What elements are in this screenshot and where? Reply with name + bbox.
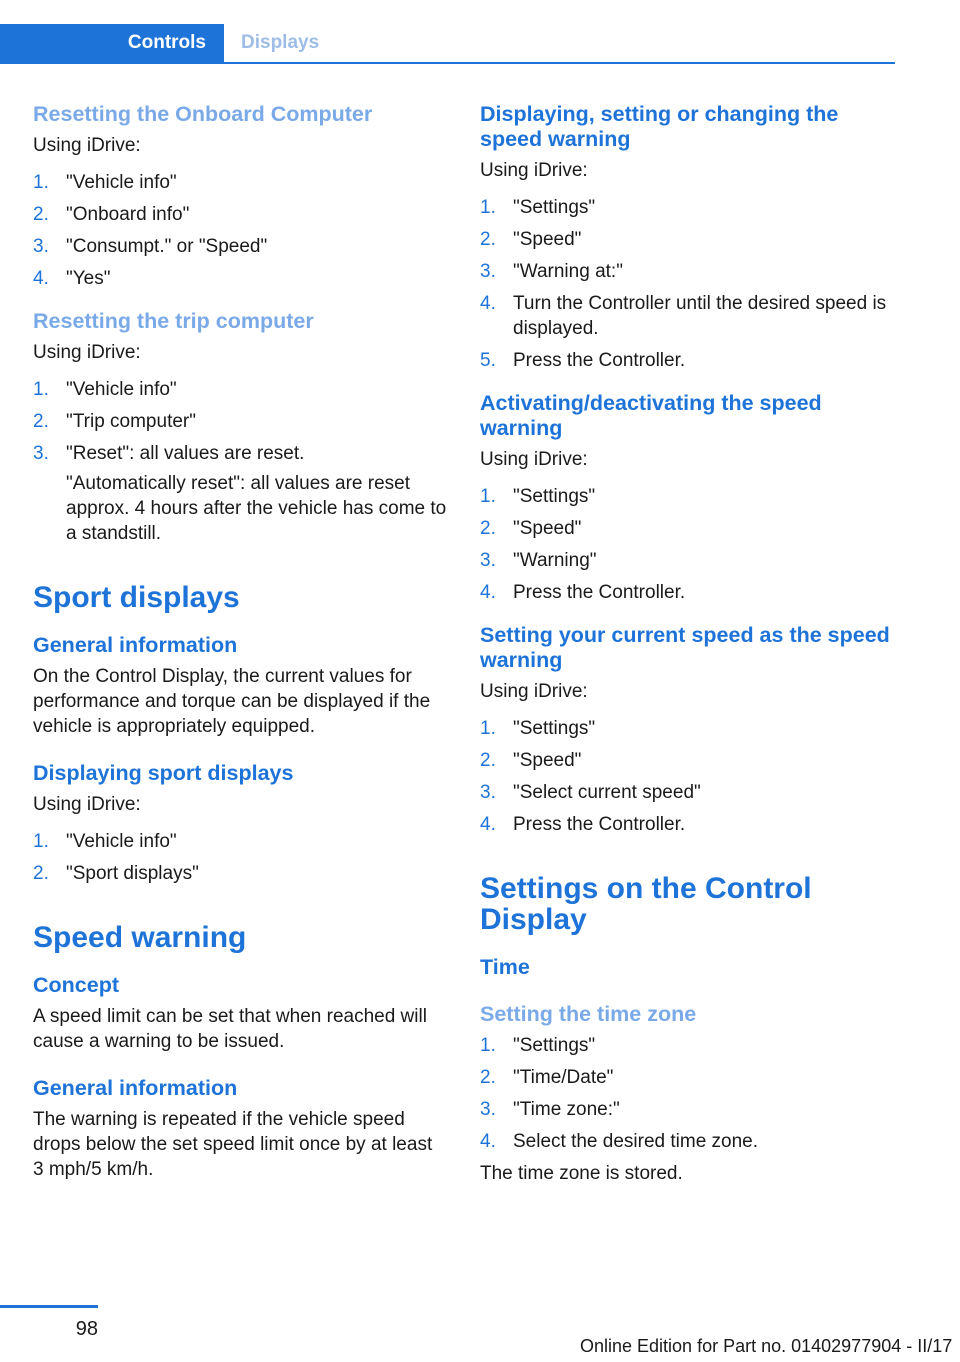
list-item: 2. "Trip computer" bbox=[33, 411, 196, 432]
heading-time-zone: Setting the time zone bbox=[480, 1002, 697, 1026]
lead-text: Using iDrive: bbox=[480, 681, 588, 702]
heading-settings-control-display: Settings on the Control Display bbox=[480, 872, 812, 936]
heading-displaying-sport: Displaying sport displays bbox=[33, 761, 294, 785]
heading-activating: Activating/deactivating the speed warning bbox=[480, 391, 822, 440]
paragraph: A speed limit can be set that when reached will cause a warning to be issued. bbox=[33, 1006, 427, 1052]
step-list bbox=[33, 377, 448, 466]
heading-general-info: General information bbox=[33, 1076, 238, 1100]
lead-text: Using iDrive: bbox=[480, 160, 588, 181]
list-item: 2. "Speed" bbox=[480, 229, 582, 250]
lead-text: Using iDrive: bbox=[33, 794, 141, 815]
section-reset-onboard bbox=[33, 102, 448, 291]
list-item: 1. "Settings" bbox=[480, 1035, 596, 1056]
list-item: 2. "Sport displays" bbox=[33, 863, 199, 884]
list-item: 3. "Time zone:" bbox=[480, 1099, 620, 1120]
heading-general-info: General information bbox=[33, 633, 238, 657]
step-list bbox=[480, 484, 892, 605]
step-note: "Automatically reset": all values are reset approx. 4 hours after the vehicle has come to a standstill. bbox=[66, 473, 447, 544]
section-reset-trip bbox=[33, 309, 448, 546]
paragraph: On the Control Display, the current values for performance and torque can be displayed if the vehicle is appropriately equipped. bbox=[33, 666, 431, 737]
heading-displaying-setting: Displaying, setting or changing the speed warning bbox=[480, 102, 839, 151]
step-list bbox=[480, 716, 892, 837]
section-speed-warning bbox=[33, 922, 448, 1182]
tab-displays[interactable]: Displays bbox=[241, 32, 320, 53]
list-item: 1. "Vehicle info" bbox=[33, 379, 177, 400]
lead-text: Using iDrive: bbox=[480, 449, 588, 470]
section-activating bbox=[480, 391, 892, 605]
edition-text: Online Edition for Part no. 01402977904 - II/17 bbox=[580, 1336, 953, 1356]
list-item: 1. "Vehicle info" bbox=[33, 831, 177, 852]
step-list bbox=[480, 1033, 892, 1154]
section-settings-control-display bbox=[480, 873, 892, 1186]
heading-sport-displays: Sport displays bbox=[33, 581, 240, 614]
list-item: 3. "Consumpt." or "Speed" bbox=[33, 236, 268, 257]
list-item: 1. "Settings" bbox=[480, 718, 596, 739]
list-item: 3. "Reset": all values are reset. bbox=[33, 443, 305, 464]
right-column bbox=[480, 102, 892, 1186]
heading-reset-onboard: Resetting the Onboard Computer bbox=[33, 102, 373, 126]
list-item: 2. "Onboard info" bbox=[33, 204, 190, 225]
section-sport-displays bbox=[33, 582, 448, 886]
step-list bbox=[480, 195, 892, 373]
list-item: 4. Turn the Controller until the desired speed is displayed. bbox=[480, 293, 887, 339]
list-item: 4. Press the Controller. bbox=[480, 814, 686, 835]
list-item: 3. "Select current speed" bbox=[480, 782, 701, 803]
heading-reset-trip: Resetting the trip computer bbox=[33, 309, 314, 333]
list-item: 4. "Yes" bbox=[33, 268, 111, 289]
tab-controls[interactable]: Controls bbox=[0, 24, 224, 62]
list-item: 1. "Settings" bbox=[480, 486, 596, 507]
list-item: 3. "Warning at:" bbox=[480, 261, 623, 282]
section-displaying-setting bbox=[480, 102, 892, 373]
section-current-speed bbox=[480, 623, 892, 837]
step-list bbox=[33, 829, 448, 886]
list-item: 4. Press the Controller. bbox=[480, 582, 686, 603]
list-item: 1. "Vehicle info" bbox=[33, 172, 177, 193]
lead-text: Using iDrive: bbox=[33, 342, 141, 363]
list-item: 2. "Time/Date" bbox=[480, 1067, 614, 1088]
list-item: 2. "Speed" bbox=[480, 750, 582, 771]
list-item: 2. "Speed" bbox=[480, 518, 582, 539]
list-item: 4. Select the desired time zone. bbox=[480, 1131, 759, 1152]
page-number: 98 bbox=[75, 1318, 98, 1340]
heading-current-speed: Setting your current speed as the speed warning bbox=[480, 623, 890, 672]
lead-text: Using iDrive: bbox=[33, 135, 141, 156]
header-tabbar bbox=[0, 24, 895, 64]
list-item: 5. Press the Controller. bbox=[480, 350, 686, 371]
left-column bbox=[33, 102, 448, 1182]
heading-speed-warning: Speed warning bbox=[33, 921, 247, 954]
heading-time: Time bbox=[480, 955, 530, 979]
footer-rule bbox=[0, 1305, 98, 1308]
paragraph: The time zone is stored. bbox=[480, 1163, 683, 1184]
step-list bbox=[33, 170, 448, 291]
list-item: 3. "Warning" bbox=[480, 550, 597, 571]
list-item: 1. "Settings" bbox=[480, 197, 596, 218]
heading-concept: Concept bbox=[33, 973, 119, 997]
paragraph: The warning is repeated if the vehicle speed drops below the set speed limit once by at least 3 mph/5 km/h. bbox=[33, 1109, 433, 1180]
